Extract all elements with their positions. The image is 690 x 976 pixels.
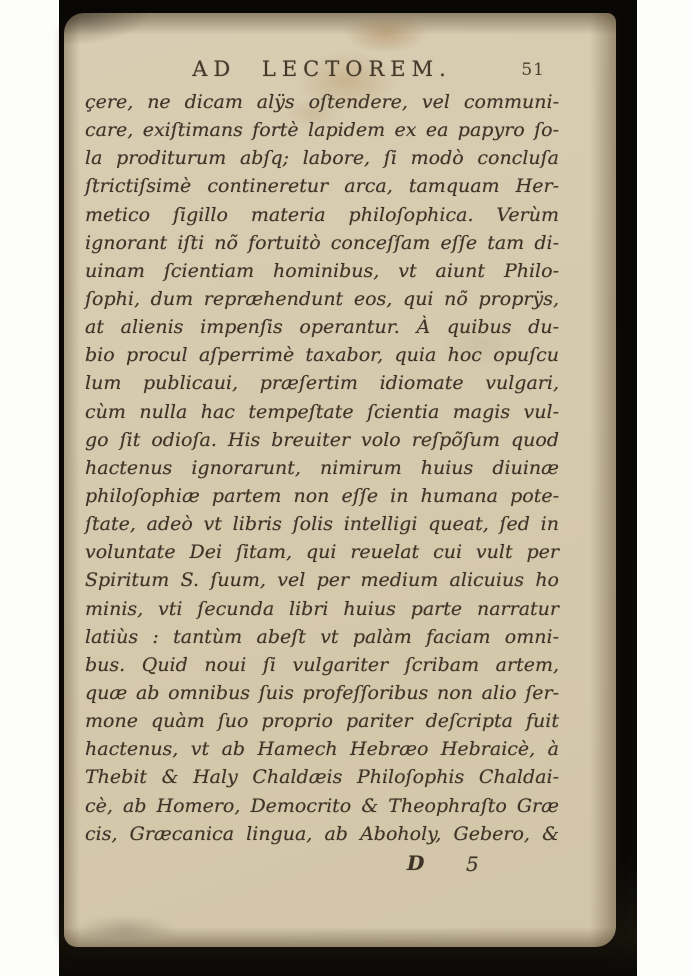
body-text-line: minis, vti ſecunda libri huius parte narratur	[85, 597, 559, 620]
body-text-line: cis, Græcanica lingua, ab Aboholy, Gebero, &	[85, 822, 559, 845]
body-text-line: çere, ne dicam alÿs oſtendere, vel communi-	[85, 91, 559, 113]
body-text-line: ignorant iſti nõ fortuitò conceſſam eſſe tam di-	[85, 231, 559, 254]
signature-letter: D	[407, 850, 426, 875]
body-text-line: ſophi, dum repræhendunt eos, qui nõ proprÿs,	[85, 287, 559, 310]
signature-mark	[85, 848, 559, 878]
body-text-line: voluntate Dei ſitam, qui reuelat cui vult per	[85, 541, 559, 564]
body-text-line: ſtate, adeò vt libris ſolis intelligi queat, ſed in	[85, 513, 559, 536]
body-text-line: lum publicaui, præſertim idiomate vulgari,	[85, 372, 559, 395]
body-text-line: quæ ab omnibus ſuis profeſſoribus non alio ſer-	[85, 681, 559, 704]
body-text-line: philoſophiæ partem non eſſe in humana pote-	[85, 484, 559, 507]
body-text-line: cè, ab Homero, Democrito & Theophraſto Græ	[85, 794, 559, 817]
bottom-smudge	[76, 916, 176, 942]
body-text-line: ſtrictiſsimè contineretur arca, tamquam Her-	[85, 175, 559, 198]
page-number: 51	[521, 60, 545, 80]
book-page	[64, 13, 616, 947]
body-text-line: la proditurum abſq; labore, ſi modò concluſa	[85, 147, 559, 170]
text-block	[85, 88, 559, 878]
body-text-line: at alienis impenſis operantur. À quibus du-	[85, 316, 559, 339]
body-text-line: cùm nulla hac tempeſtate ſcientia magis vul-	[85, 400, 559, 423]
body-text-line: bus. Quid noui ſi vulgariter ſcribam artem,	[85, 653, 559, 676]
body-text-line: uinam ſcientiam hominibus, vt aiunt Philo-	[85, 259, 559, 282]
body-text-line: care, exiſtimans fortè lapidem ex ea papyro ſo-	[85, 119, 559, 142]
body-text-line: bio procul aſperrimè taxabor, quia hoc opuſcu	[85, 344, 559, 367]
body-text-line: metico ſigillo materia philoſophica. Verùm	[85, 203, 559, 226]
body-text-line: Thebit & Haly Chaldæis Philoſophis Chaldai-	[85, 766, 559, 789]
signature-number: 5	[466, 851, 479, 876]
page-header	[85, 57, 559, 87]
body-text-line: hactenus, vt ab Hamech Hebræo Hebraicè, à	[85, 738, 559, 761]
body-text-line: go ſit odioſa. His breuiter volo reſpõſum quod	[85, 428, 559, 451]
body-text-line: Spiritum S. ſuum, vel per medium alicuius ho	[85, 569, 559, 592]
page-header-title: AD LECTOREM.	[192, 57, 452, 81]
body-text-line: hactenus ignorarunt, nimirum huius diuinæ	[85, 456, 559, 479]
body-text-line: mone quàm ſuo proprio pariter deſcripta fuit	[85, 710, 559, 733]
body-text-line: latiùs : tantùm abeſt vt palàm faciam omni-	[85, 625, 559, 648]
